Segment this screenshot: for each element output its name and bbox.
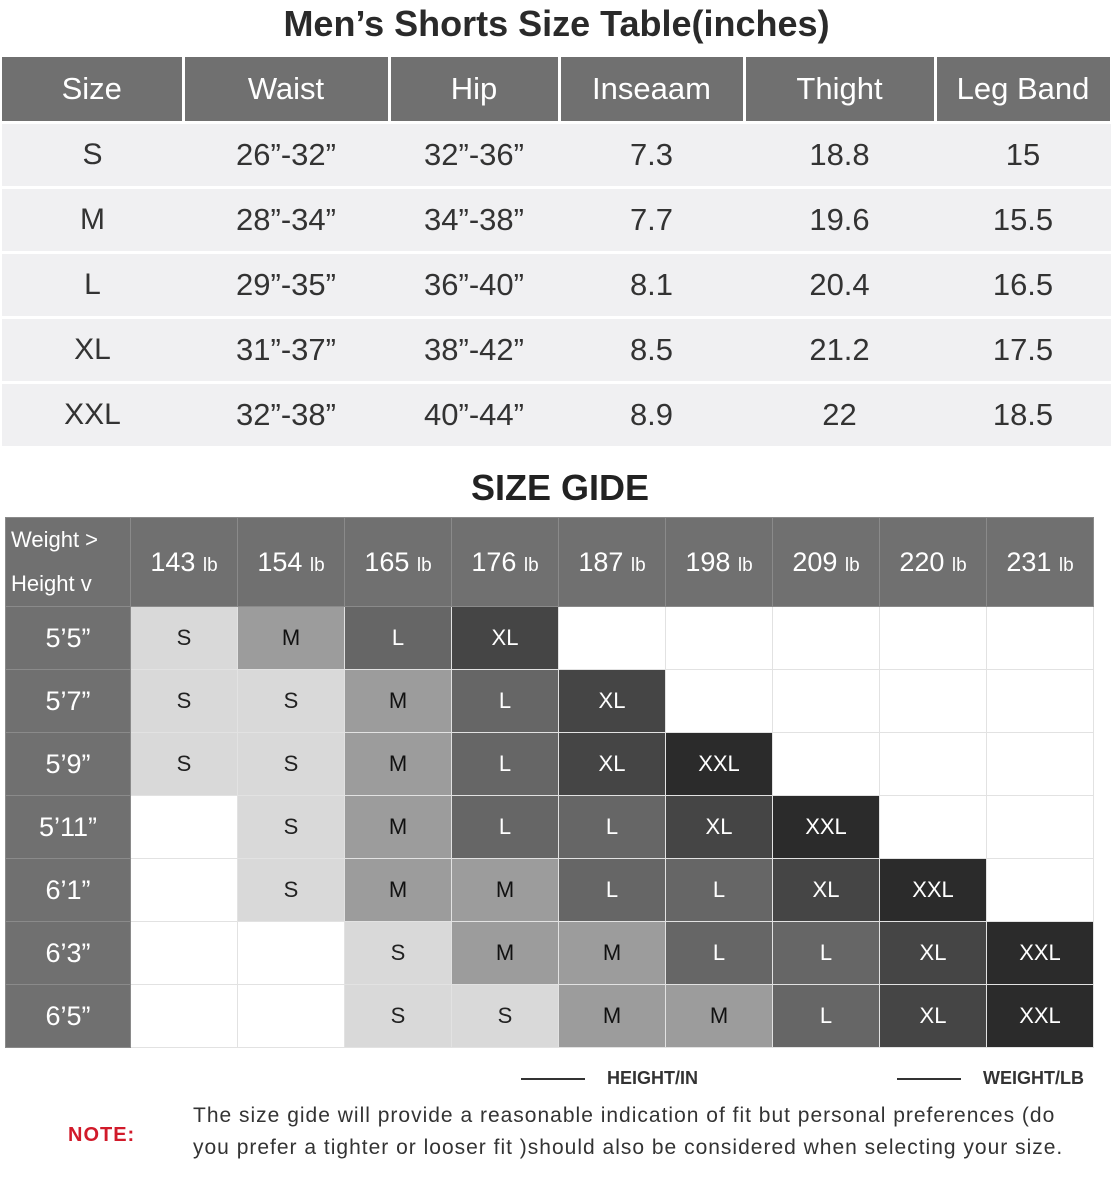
size-recommendation-cell: L	[452, 796, 559, 859]
measurement-cell: 7.3	[559, 123, 744, 188]
weight-value: 187	[578, 546, 624, 577]
weight-unit: lb	[523, 554, 539, 576]
weight-header-cell	[880, 518, 987, 607]
size-recommendation-cell: M	[666, 985, 773, 1048]
size-recommendation-cell: XXL	[987, 985, 1094, 1048]
weight-unit: lb	[202, 554, 218, 576]
legend-height-label: HEIGHT/IN	[607, 1068, 699, 1088]
empty-cell	[666, 670, 773, 733]
size-recommendation-cell: L	[559, 859, 666, 922]
empty-cell	[773, 733, 880, 796]
size-recommendation-cell: M	[559, 985, 666, 1048]
size-table-row	[2, 383, 1111, 448]
size-recommendation-cell: M	[345, 796, 452, 859]
empty-cell	[238, 922, 345, 985]
weight-value: 198	[685, 546, 731, 577]
legend-line	[897, 1078, 961, 1080]
size-recommendation-cell: L	[452, 670, 559, 733]
empty-cell	[559, 607, 666, 670]
height-header-cell: 6’3”	[6, 922, 131, 985]
measurement-cell: 28”-34”	[183, 188, 389, 253]
size-recommendation-cell: M	[452, 859, 559, 922]
size-recommendation-cell: M	[452, 922, 559, 985]
size-table-header-row	[2, 57, 1111, 123]
measurement-cell: 40”-44”	[389, 383, 559, 448]
measurement-cell: 16.5	[935, 253, 1111, 318]
measurement-cell: 36”-40”	[389, 253, 559, 318]
measurement-cell: 8.5	[559, 318, 744, 383]
note-label: NOTE:	[68, 1124, 136, 1146]
legend-weight-label: WEIGHT/LB	[983, 1068, 1084, 1088]
weight-unit: lb	[416, 554, 432, 576]
size-recommendation-cell: S	[238, 859, 345, 922]
weight-header-cell	[131, 518, 238, 607]
measurement-cell: 15.5	[935, 188, 1111, 253]
empty-cell	[880, 670, 987, 733]
size-recommendation-cell: S	[452, 985, 559, 1048]
height-header-cell: 5’9”	[6, 733, 131, 796]
empty-cell	[131, 985, 238, 1048]
weight-unit: lb	[309, 554, 325, 576]
weight-header-cell	[987, 518, 1094, 607]
measurement-cell: 32”-36”	[389, 123, 559, 188]
measurement-cell: 29”-35”	[183, 253, 389, 318]
size-recommendation-cell: L	[773, 985, 880, 1048]
size-table	[2, 57, 1113, 449]
size-guide-row	[6, 607, 1094, 670]
weight-value: 154	[257, 546, 303, 577]
size-recommendation-cell: S	[238, 733, 345, 796]
height-header-cell: 6’5”	[6, 985, 131, 1048]
size-recommendation-cell: S	[131, 670, 238, 733]
size-guide-row	[6, 670, 1094, 733]
header-size: Size	[2, 57, 183, 123]
height-header-cell: 5’5”	[6, 607, 131, 670]
legend-weight	[897, 1068, 1084, 1089]
size-recommendation-cell: M	[238, 607, 345, 670]
size-recommendation-cell: S	[238, 670, 345, 733]
size-guide-title: SIZE GIDE	[470, 467, 650, 508]
size-recommendation-cell: L	[452, 733, 559, 796]
weight-header-cell	[559, 518, 666, 607]
size-recommendation-cell: XL	[559, 670, 666, 733]
size-recommendation-cell: XL	[452, 607, 559, 670]
empty-cell	[987, 607, 1094, 670]
size-recommendation-cell: XL	[880, 985, 987, 1048]
size-recommendation-cell: L	[345, 607, 452, 670]
size-recommendation-cell: L	[666, 922, 773, 985]
measurement-cell: 32”-38”	[183, 383, 389, 448]
measurement-cell: 18.5	[935, 383, 1111, 448]
size-recommendation-cell: XL	[773, 859, 880, 922]
weight-header-cell	[773, 518, 880, 607]
size-guide-header-row	[6, 518, 1094, 607]
size-table-row	[2, 318, 1111, 383]
weight-value: 165	[364, 546, 410, 577]
measurement-cell: 8.1	[559, 253, 744, 318]
weight-header-cell	[666, 518, 773, 607]
size-table-row	[2, 188, 1111, 253]
size-guide-row	[6, 733, 1094, 796]
empty-cell	[880, 796, 987, 859]
size-recommendation-cell: XL	[880, 922, 987, 985]
grid-corner-label	[6, 518, 131, 607]
weight-unit: lb	[951, 554, 967, 576]
size-recommendation-cell: S	[345, 985, 452, 1048]
measurement-cell: 34”-38”	[389, 188, 559, 253]
measurement-cell: 7.7	[559, 188, 744, 253]
weight-header-cell	[452, 518, 559, 607]
size-table-row	[2, 123, 1111, 188]
weight-value: 220	[899, 546, 945, 577]
size-recommendation-cell: S	[131, 733, 238, 796]
height-header-cell: 6’1”	[6, 859, 131, 922]
empty-cell	[773, 670, 880, 733]
measurement-cell: 19.6	[744, 188, 935, 253]
measurement-cell: 22	[744, 383, 935, 448]
legend-line	[521, 1078, 585, 1080]
header-waist: Waist	[183, 57, 389, 123]
empty-cell	[987, 796, 1094, 859]
weight-unit: lb	[630, 554, 646, 576]
weight-header-cell	[345, 518, 452, 607]
size-recommendation-cell: M	[345, 733, 452, 796]
measurement-cell: 18.8	[744, 123, 935, 188]
measurement-cell: 15	[935, 123, 1111, 188]
height-header-cell: 5’11”	[6, 796, 131, 859]
size-label-cell: XXL	[2, 383, 183, 448]
size-table-row	[2, 253, 1111, 318]
size-recommendation-cell: M	[345, 670, 452, 733]
empty-cell	[880, 607, 987, 670]
measurement-cell: 26”-32”	[183, 123, 389, 188]
empty-cell	[131, 859, 238, 922]
empty-cell	[987, 733, 1094, 796]
size-table-title: Men’s Shorts Size Table(inches)	[283, 3, 830, 44]
empty-cell	[131, 796, 238, 859]
measurement-cell: 31”-37”	[183, 318, 389, 383]
size-recommendation-cell: S	[345, 922, 452, 985]
size-recommendation-cell: XXL	[880, 859, 987, 922]
size-recommendation-cell: L	[666, 859, 773, 922]
legend-height	[521, 1068, 698, 1089]
empty-cell	[773, 607, 880, 670]
size-guide-row	[6, 796, 1094, 859]
header-thigh: Thight	[744, 57, 935, 123]
weight-unit: lb	[1058, 554, 1074, 576]
weight-value: 209	[792, 546, 838, 577]
measurement-cell: 17.5	[935, 318, 1111, 383]
size-recommendation-cell: XXL	[666, 733, 773, 796]
weight-value: 143	[150, 546, 196, 577]
empty-cell	[238, 985, 345, 1048]
size-guide-row	[6, 985, 1094, 1048]
header-hip: Hip	[389, 57, 559, 123]
weight-axis-label: Weight >	[11, 527, 99, 552]
weight-value: 231	[1006, 546, 1052, 577]
size-label-cell: XL	[2, 318, 183, 383]
weight-header-cell	[238, 518, 345, 607]
empty-cell	[666, 607, 773, 670]
size-label-cell: S	[2, 123, 183, 188]
size-recommendation-cell: S	[131, 607, 238, 670]
header-leg-band: Leg Band	[935, 57, 1111, 123]
size-recommendation-cell: XXL	[987, 922, 1094, 985]
size-recommendation-cell: XL	[559, 733, 666, 796]
measurement-cell: 8.9	[559, 383, 744, 448]
note-text: The size gide will provide a reasonable indication of fit but personal preferences (do you prefer a tighter or looser fit )should also be considered when selecting your size.	[193, 1104, 1064, 1159]
size-recommendation-cell: L	[559, 796, 666, 859]
empty-cell	[131, 922, 238, 985]
size-guide-row	[6, 922, 1094, 985]
empty-cell	[880, 733, 987, 796]
weight-unit: lb	[737, 554, 753, 576]
measurement-cell: 20.4	[744, 253, 935, 318]
height-header-cell: 5’7”	[6, 670, 131, 733]
size-label-cell: M	[2, 188, 183, 253]
weight-unit: lb	[844, 554, 860, 576]
measurement-cell: 21.2	[744, 318, 935, 383]
height-axis-label: Height v	[11, 571, 92, 596]
size-recommendation-cell: XXL	[773, 796, 880, 859]
size-label-cell: L	[2, 253, 183, 318]
size-recommendation-cell: S	[238, 796, 345, 859]
header-inseam: Inseaam	[559, 57, 744, 123]
weight-value: 176	[471, 546, 517, 577]
empty-cell	[987, 859, 1094, 922]
size-guide-row	[6, 859, 1094, 922]
size-guide-grid	[5, 517, 1094, 1048]
measurement-cell: 38”-42”	[389, 318, 559, 383]
size-recommendation-cell: L	[773, 922, 880, 985]
size-recommendation-cell: M	[559, 922, 666, 985]
size-recommendation-cell: M	[345, 859, 452, 922]
size-recommendation-cell: XL	[666, 796, 773, 859]
empty-cell	[987, 670, 1094, 733]
